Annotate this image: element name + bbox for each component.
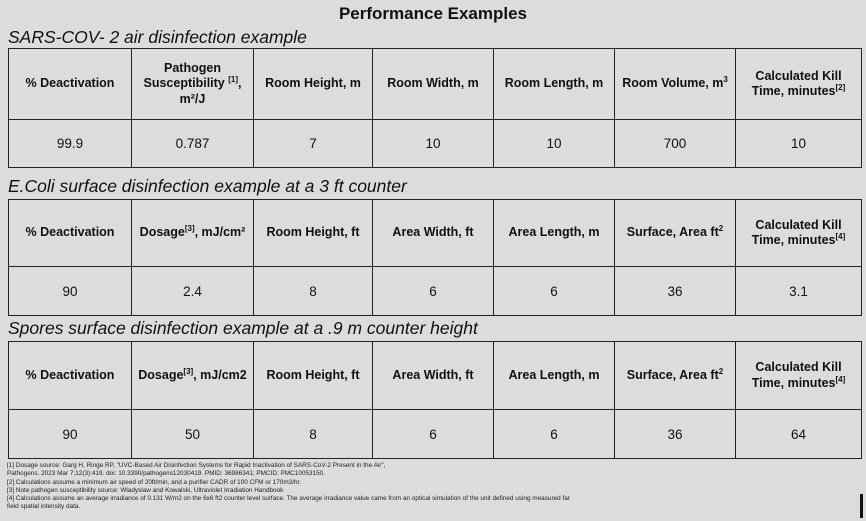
value-cell: 6 [494,410,615,459]
table-row [9,120,862,168]
value-cell: 8 [254,410,373,459]
header-label: Dosage [139,225,185,240]
value-cell: 90 [9,410,132,459]
header-label: Area Length, m [508,367,600,382]
header-cell [615,342,736,410]
value-cell: 90 [9,267,132,316]
sars-cov-2-table [8,48,862,168]
header-label: Calculated Kill Time, minutes [751,217,842,247]
header-label: Calculated Kill Time, minutes [751,360,842,390]
value-cell: 6 [494,267,615,316]
header-cell [254,200,373,267]
header-cell [373,49,494,120]
page-title: Performance Examples [338,4,528,23]
header-label: Pathogen Susceptibility [143,61,229,91]
header-cell [494,342,615,410]
header-unit: , m²/J [179,76,242,106]
header-cell [494,49,615,120]
header-row [9,200,862,267]
header-cell [736,49,862,120]
header-cell [9,342,132,410]
header-footnote-ref: [2] [835,82,846,92]
section-title-spores: Spores surface disinfection example at a .9 m counter height [8,318,478,338]
value-cell: 10 [373,120,494,168]
footnote-line: field spatial intensity data. [7,503,81,511]
value-cell: 0.787 [132,120,254,168]
header-label: % Deactivation [25,76,115,91]
header-footnote-ref: [4] [835,374,846,384]
value-cell: 8 [254,267,373,316]
edge-marker [860,494,863,518]
value-cell: 3.1 [736,267,862,316]
value-cell: 6 [373,267,494,316]
spores-table [8,341,862,459]
footnote-line: [3] Note pathogen susceptibility source: Wladyslaw and Kowalski, Ultraviolet Irradiation Handbook [7,486,284,494]
header-footnote-ref: [3] [183,366,194,376]
header-footnote-ref: 2 [718,224,724,234]
header-cell [9,49,132,120]
footnote-line: [2] Calculations assume a minimum air speed of 20ft/min, and a purifier CADR of 100 CFM or 170m3/hr. [7,478,302,486]
header-unit: , mJ/cm2 [193,367,247,382]
header-label: Room Volume, m [622,76,724,91]
value-cell: 10 [736,120,862,168]
footnotes [7,462,857,512]
header-label: Room Length, m [504,76,604,91]
value-cell: 700 [615,120,736,168]
footnote-line: [1] Dosage source: Garg H, Ringe RP, "UVC-Based Air Disinfection Systems for Rapid Inactivation of SARS-CoV-2 Present in the Air", [7,462,386,469]
value-cell: 6 [373,410,494,459]
header-label: Surface, Area ft [626,367,719,382]
header-label: Dosage [138,367,184,382]
header-cell [132,342,254,410]
header-label: % Deactivation [25,225,115,240]
header-cell [254,342,373,410]
ecoli-table [8,199,862,316]
header-cell [615,49,736,120]
header-row [9,342,862,410]
footnote-line: [4] Calculations assume an average irradiance of 0.131 W/m2 on the 6x6 ft2 counter level surface. The average irradiance value came from an optical simulation of the unit defined using measured far [7,495,570,503]
header-footnote-ref: 2 [718,366,724,376]
header-cell [615,200,736,267]
footnote-line: Pathogens. 2023 Mar 7;12(3):419. doi: 10.3390/pathogens12030419. PMID: 36986341; PMCID: PMC10053150. [7,470,325,478]
header-cell [736,342,862,410]
header-cell [254,49,373,120]
header-label: Area Width, ft [392,367,474,382]
value-cell: 36 [615,267,736,316]
header-label: Calculated Kill Time, minutes [751,68,842,98]
table-row [9,267,862,316]
header-label: % Deactivation [25,367,115,382]
value-cell: 2.4 [132,267,254,316]
header-label: Surface, Area ft [626,225,719,240]
section-title-ecoli: E.Coli surface disinfection example at a 3 ft counter [8,176,407,196]
header-footnote-ref: [1] [228,75,239,85]
value-cell: 50 [132,410,254,459]
header-label: Area Length, m [508,225,600,240]
value-cell: 99.9 [9,120,132,168]
header-cell [9,200,132,267]
header-footnote-ref: 3 [723,75,728,85]
header-label: Room Height, ft [266,367,360,382]
section-title-sars-cov-2: SARS-COV- 2 air disinfection example [8,27,307,47]
header-row [9,49,862,120]
header-label: Room Height, ft [266,225,360,240]
header-cell [494,200,615,267]
header-footnote-ref: [4] [835,231,846,241]
value-cell: 10 [494,120,615,168]
value-cell: 7 [254,120,373,168]
table-row [9,410,862,459]
header-label: Room Height, m [265,76,361,91]
value-cell: 36 [615,410,736,459]
header-cell [132,200,254,267]
header-cell [132,49,254,120]
header-unit: , mJ/cm² [194,225,246,240]
header-cell [736,200,862,267]
header-footnote-ref: [3] [184,224,195,234]
value-cell: 64 [736,410,862,459]
header-cell [373,200,494,267]
header-label: Area Width, ft [392,225,474,240]
header-label: Room Width, m [387,76,479,91]
header-cell [373,342,494,410]
